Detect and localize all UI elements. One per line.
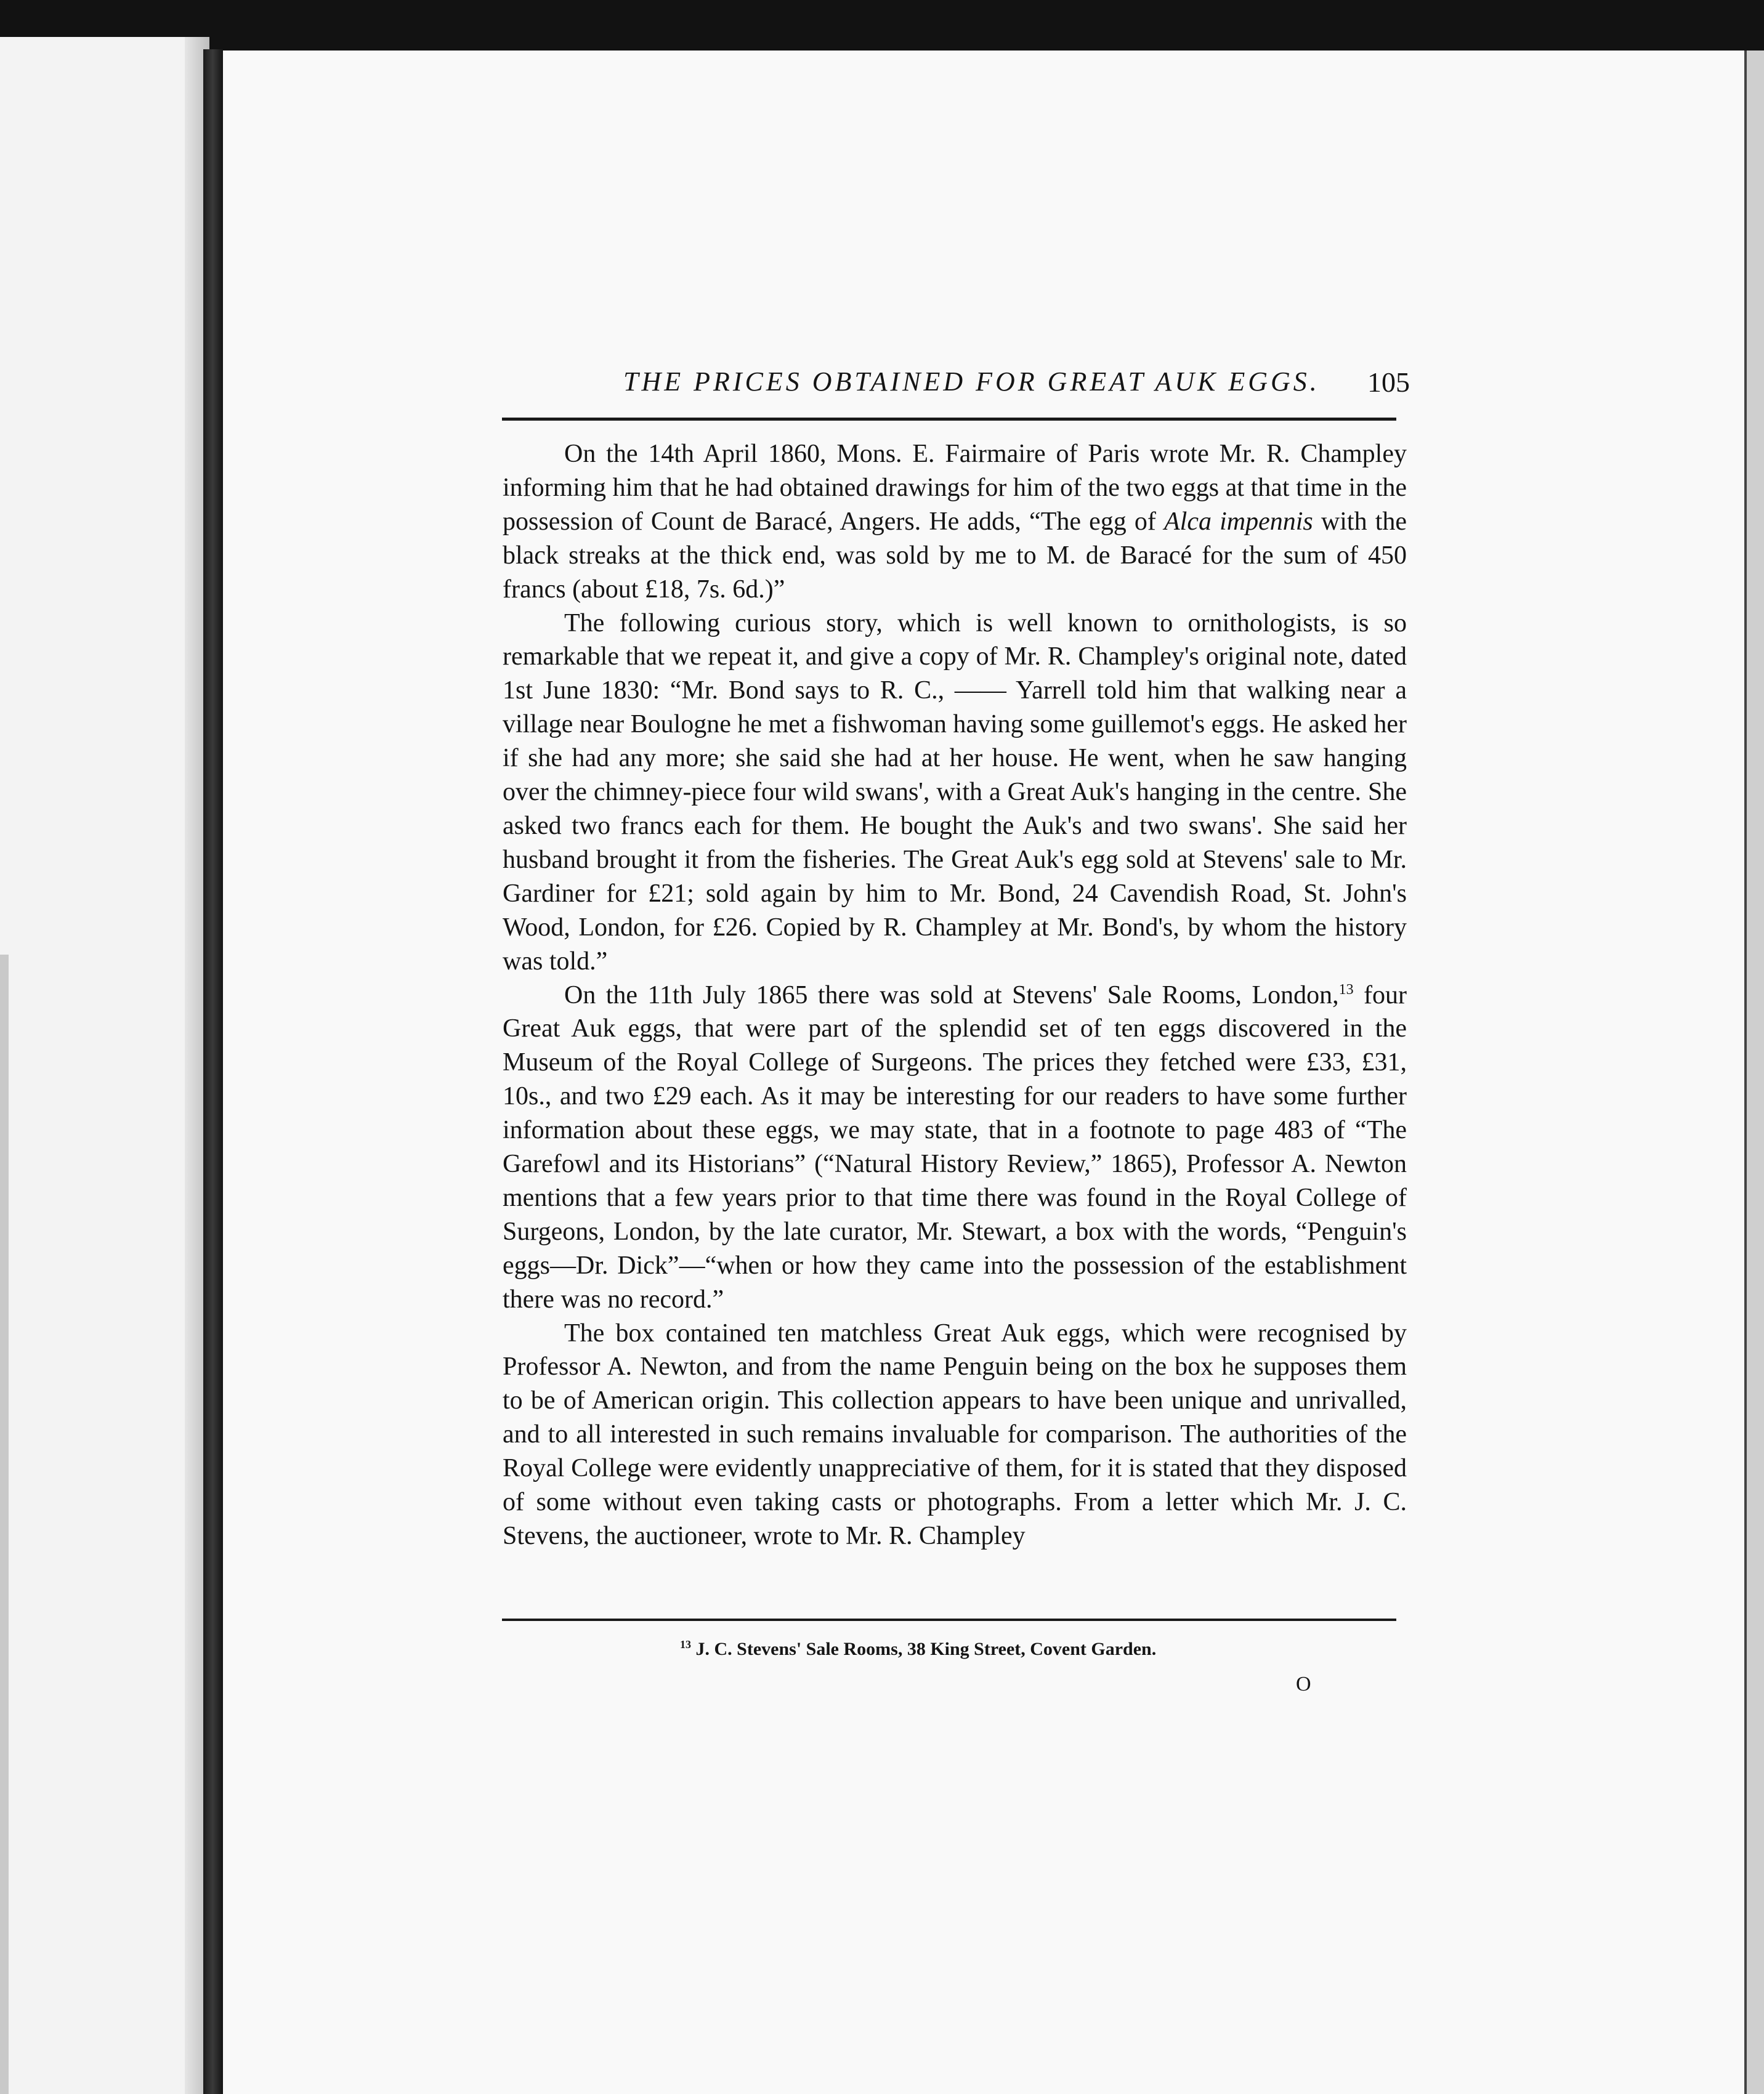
paragraph-text: four Great Auk eggs, that were part of the splendid set of ten eggs discovered in the Museum of the Royal College of Surgeons. The prices they fetched were £33, £31, 10s., and two £29 each. As it may be interesting for our readers to have some further information about these eggs, we may state, that in a footnote to page 483 of “The Garefowl and its Historians” (“Natural History Review,” 1865), Professor A. Newton mentions that a few years prior to that time there was found in the Royal College of Surgeons, London, by the late curator, Mr. Stewart, a box with the words, “Penguin's eggs—Dr. Dick”—“when or how they came into the possession of the establishment there was no record.” <box>503 980 1407 1314</box>
running-head: THE PRICES OBTAINED FOR GREAT AUK EGGS. <box>623 366 1320 397</box>
species-name: Alca impennis <box>1164 507 1313 536</box>
facing-page-edge <box>0 955 9 2094</box>
paragraph: The box contained ten matchless Great Auk eggs, which were recognised by Professor A. Newton, and from the name Penguin being on the box he supposes them to be of American origin. This collection appears to have been unique and unrivalled, and to all interested in such remains invaluable for comparison. The authorities of the Royal College were evidently unappreciative of them, for it is stated that they disposed of some without even taking casts or photographs. From a letter which Mr. J. C. Stevens, the auctioneer, wrote to Mr. R. Champley <box>503 1319 1407 1550</box>
footnote-rule <box>502 1619 1396 1621</box>
footnote-text: J. C. Stevens' Sale Rooms, 38 King Street, Covent Garden. <box>691 1639 1157 1659</box>
paragraph <box>503 437 1407 607</box>
paragraph: The following curious story, which is well known to ornithologists, is so remarkable that we repeat it, and give a copy of Mr. R. Champley's original note, dated 1st June 1830: “Mr. Bond says to R. C., —— Yarrell told him that walking near a village near Boulogne he met a fishwoman having some guillemot's eggs. He asked her if she had any more; she said she had at her house. He went, when he saw hanging over the chimney-piece four wild swans', with a Great Auk's hanging in the centre. She asked two francs each for them. He bought the Auk's and two swans'. She said her husband brought it from the fisheries. The Great Auk's egg sold at Stevens' sale to Mr. Gardiner for £21; sold again by him to Mr. Bond, 24 Cavendish Road, St. John's Wood, London, for £26. Copied by R. Champley at Mr. Bond's, by whom the history was told.” <box>503 608 1407 976</box>
body-text <box>503 437 1407 1553</box>
paragraph-text: with the black streaks at the thick end, was sold by me to M. de Baracé for the sum of 450 francs (about £18, 7s. 6d.)” <box>503 507 1407 604</box>
footnote-reference: 13 <box>1338 981 1354 998</box>
paragraph <box>503 979 1407 1317</box>
book-spine <box>203 49 224 2094</box>
header-rule <box>502 418 1396 421</box>
scan-top-border <box>0 0 1764 57</box>
paragraph-text: On the 14th April 1860, Mons. E. Fairmaire of Paris wrote Mr. R. Champley informing him that he had obtained drawings for him of the two eggs at that time in the possession of Count de Baracé, Angers. He adds, “The egg of <box>503 440 1407 536</box>
scan-right-border <box>1747 51 1764 2094</box>
facing-page-left <box>0 37 206 2094</box>
signature-mark: O <box>1296 1673 1311 1696</box>
footnote-marker: 13 <box>680 1638 691 1651</box>
paragraph-text: On the 11th July 1865 there was sold at Stevens' Sale Rooms, London, <box>564 980 1339 1009</box>
page-number: 105 <box>1367 366 1410 398</box>
footnote <box>680 1638 1234 1660</box>
